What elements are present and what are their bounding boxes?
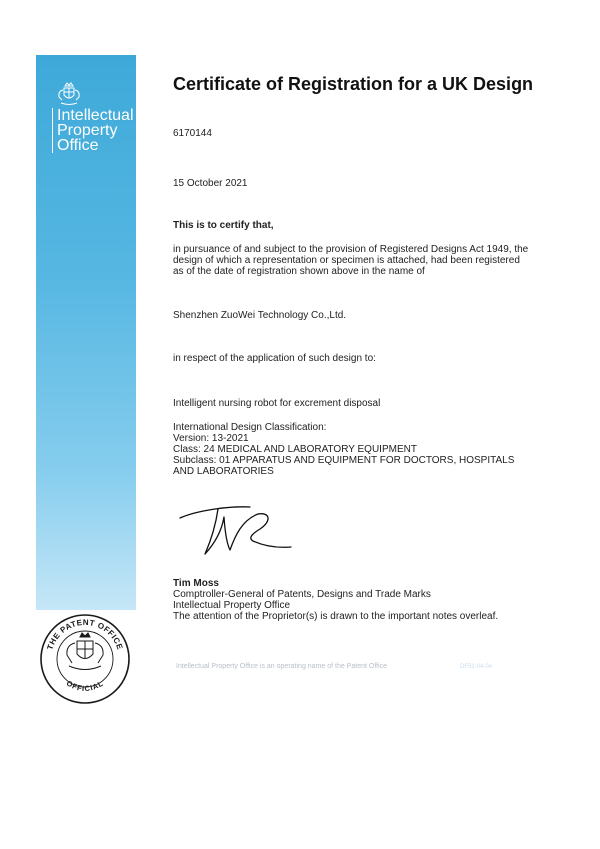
form-reference: DF51-04-04 [460,664,493,670]
classification-class: Class: 24 MEDICAL AND LABORATORY EQUIPMENT [173,444,417,455]
statement [173,244,545,277]
classification-heading: International Design Classification: [173,422,327,433]
seal-bottom-text: OFFICIAL [64,678,106,694]
registration-date: 15 October 2021 [173,178,248,189]
statement-line: as of the date of registration shown above in the name of [173,266,425,277]
footer-operating-name: Intellectual Property Office is an operating name of the Patent Office [176,663,388,670]
signatory-title: Comptroller-General of Patents, Designs and Trade Marks [173,589,431,600]
ipo-name [52,108,132,153]
classification-subclass: AND LABORATORIES [173,466,274,477]
signatory-name: Tim Moss [173,578,219,589]
design-number: 6170144 [173,128,212,139]
ipo-logo [52,82,132,153]
ipo-name-line: Office [57,137,99,154]
statement-line: design of which a representation or specimen is attached, had been registered [173,255,520,266]
signatory-office: Intellectual Property Office [173,600,291,611]
certify-heading: This is to certify that, [173,220,274,231]
royal-crest-icon [56,82,82,106]
ipo-name-line: Intellectual [57,107,134,124]
proprietor-notice: The attention of the Proprietor(s) is drawn to the important notes overleaf. [173,611,499,622]
certificate-title: Certificate of Registration for a UK Design [173,74,534,94]
classification-subclass: Subclass: 01 APPARATUS AND EQUIPMENT FOR DOCTORS, HOSPITALS [173,455,515,466]
classification-version: Version: 13-2021 [173,433,249,444]
signatory-block [173,578,545,622]
ipo-name-line: Property [57,122,118,139]
proprietor-name: Shenzhen ZuoWei Technology Co.,Ltd. [173,310,347,321]
seal-top-text: THE PATENT OFFICE [45,617,125,652]
product-name: Intelligent nursing robot for excrement disposal [173,398,381,409]
signature [178,498,294,558]
official-seal [39,603,131,711]
application-intro: in respect of the application of such design to: [173,353,376,364]
statement-line: in pursuance of and subject to the provision of Registered Designs Act 1949, the [173,244,529,255]
classification [173,422,545,477]
